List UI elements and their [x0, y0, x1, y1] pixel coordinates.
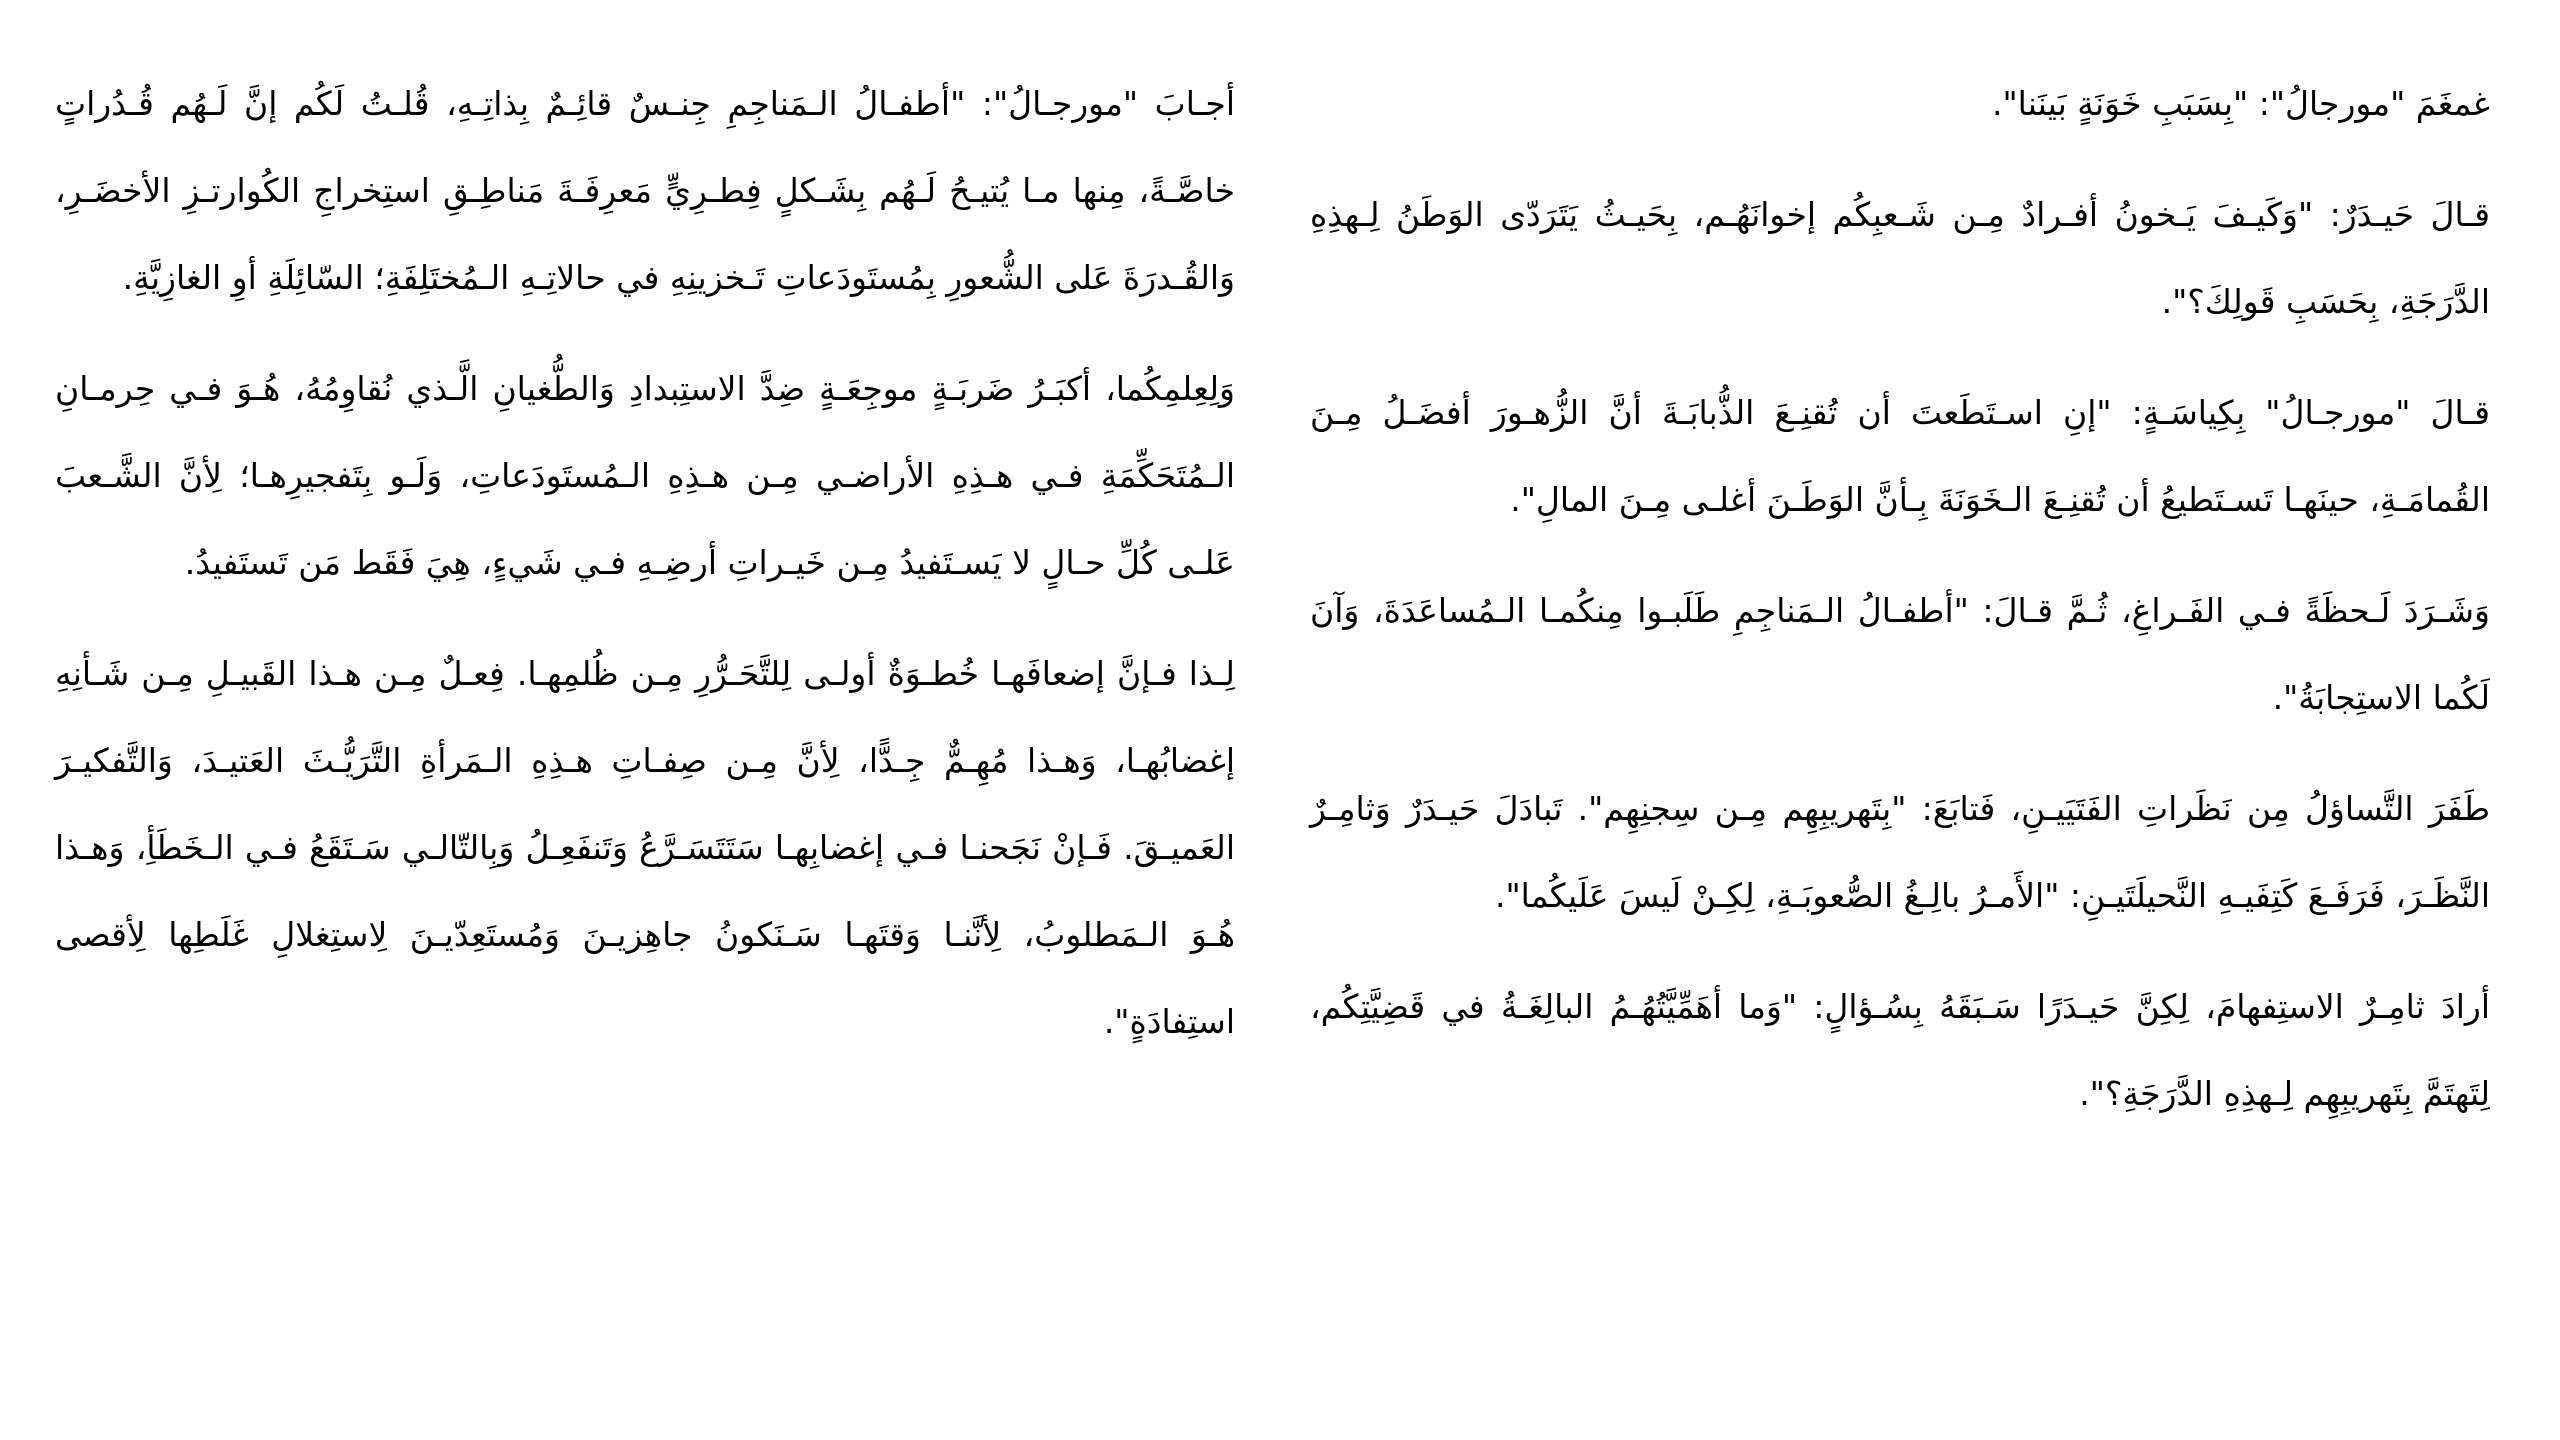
left-page-text — [55, 60, 1235, 1089]
paragraph: وَشَـرَدَ لَـحظَةً فـي الفَـراغِ، ثُـمَّ قـالَ: "أطفـالُ الـمَناجِمِ طَلَبـوا مِنكُمـا الـمُساعَدَةَ، وَآنَ لَكُما الاستِجابَةُ". — [1310, 591, 2490, 717]
paragraph: أرادَ ثامِـرٌ الاستِفهامَ، لِكِنَّ حَيـدَرًا سَـبَقَهُ بِسُـؤالٍ: "وَما أهَمِّيَّتُهُـمُ البالِغَـةُ في قَضِيَّتِكُم، لِتَهتَمَّ بِتَهريبِهِم لِـهذِهِ الدَّرَجَةِ؟". — [1310, 987, 2490, 1113]
paragraph: غمغَمَ "مورجالُ": "بِسَبَبِ خَوَنَةٍ بَينَنا". — [1991, 84, 2490, 123]
paragraph: طَفَرَ التَّساؤلُ مِن نَظَراتِ الفَتَيَيـنِ، فَتابَعَ: "بِتَهريبِهِم مِـن سِجنِهِم". تَبادَلَ حَيـدَرٌ وَثامِـرٌ النَّظَـرَ، فَرَفَـعَ كَتِفَيـهِ النَّحيلَتَيـنِ: "الأَمـرُ بالِـغُ الصُّعوبَـةِ، لِكِـنْ لَيسَ عَلَيكُما". — [1310, 789, 2490, 915]
paragraph: لِـذا فـإنَّ إضعافَهـا خُطـوَةٌ أولـى لِلتَّحَـرُّرِ مِـن ظُلمِهـا. فِعـلٌ مِـن هـذا القَبيـلِ مِـن شَـأنِهِ إغضابُهـا، وَهـذا مُهِـمٌّ جِـدًّا، لِأنَّ مِـن صِفـاتِ هـذِهِ الـمَرأةِ التَّرَيُّـثَ العَتيـدَ، وَالتَّفكيـرَ العَميـقَ. فَـإنْ نَجَحنـا فـي إغضابِهـا سَتَتَسَـرَّعُ وَتَنفَعِـلُ وَبِالتّالـي سَـتَقَعُ فـي الـخَطَأِ، وَهـذا هُـوَ الـمَطلوبُ، لِأنَّنـا وَقتَهـا سَـنَكونُ جاهِزيـنَ وَمُستَعِدّيـنَ لِاستِغلالِ غَلَطِها لِأقصى استِفادَةٍ". — [55, 654, 1235, 1041]
paragraph: قـالَ "مورجـالُ" بِكِياسَـةٍ: "إنِ اسـتَطَعتَ أن تُقنِـعَ الذُّبابَـةَ أنَّ الزُّهـورَ أفضَـلُ مِـنَ القُمامَـةِ، حينَهـا تَسـتَطيعُ أن تُقنِـعَ الـخَوَنَةَ بِـأنَّ الوَطَـنَ أغلـى مِـنَ المالِ". — [1310, 393, 2490, 519]
paragraph: قـالَ حَيـدَرٌ: "وَكَيـفَ يَـخونُ أفـرادٌ مِـن شَـعبِكُم إخوانَهُـم، بِحَيـثُ يَتَرَدّى الوَطَنُ لِـهذِهِ الدَّرَجَةِ، بِحَسَبِ قَولِكَ؟". — [1310, 195, 2490, 321]
paragraph: وَلِعِلمِكُما، أكبَـرُ ضَربَـةٍ موجِعَـةٍ ضِدَّ الاستِبدادِ وَالطُّغيانِ الَّـذي نُقاوِمُهُ، هُـوَ فـي حِرمـانِ الـمُتَحَكِّمَةِ فـي هـذِهِ الأراضـي مِـن هـذِهِ الـمُستَودَعاتِ، وَلَـو بِتَفجيرِهـا؛ لِأنَّ الشَّـعبَ عَلـى كُلِّ حـالٍ لا يَسـتَفيدُ مِـن خَيـراتِ أرضِـهِ فـي شَيءٍ، هِيَ فَقَط مَن تَستَفيدُ. — [55, 369, 1235, 582]
paragraph: أجـابَ "مورجـالُ": "أطفـالُ الـمَناجِمِ جِنـسٌ قائِـمٌ بِذاتِـهِ، قُلـتُ لَكُم إنَّ لَـهُم قُـدُراتٍ خاصَّـةً، مِنها مـا يُتيـحُ لَـهُم بِشَـكلٍ فِطـرِيٍّ مَعرِفَـةَ مَناطِـقِ استِخراجِ الكُوارتـزِ الأخضَـرِ، وَالقُـدرَةَ عَلى الشُّعورِ بِمُستَودَعاتِ تَـخزينِهِ في حالاتِـهِ الـمُختَلِفَةِ؛ السّائِلَةِ أوِ الغازِيَّةِ. — [55, 84, 1235, 297]
right-page-text — [1310, 60, 2490, 1161]
